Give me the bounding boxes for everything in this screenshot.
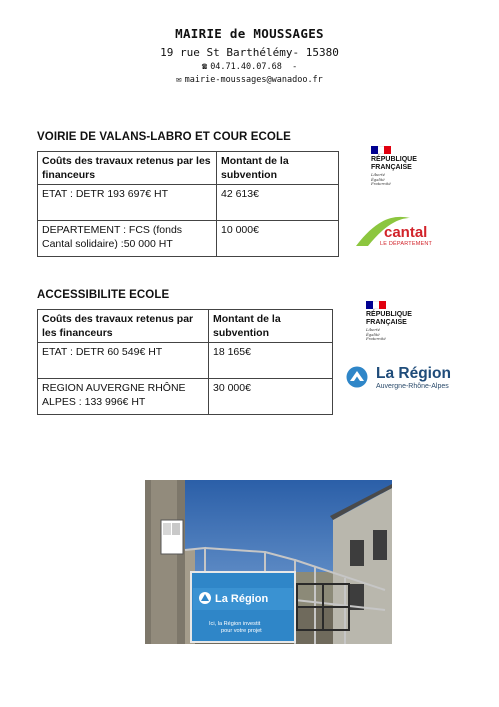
french-flag-icon	[366, 301, 386, 309]
cantal-wordmark: cantal	[384, 224, 428, 241]
sign-line2: pour votre projet	[221, 628, 262, 634]
row-amount: 30 000€	[209, 379, 333, 415]
section-title-voirie: VOIRIE DE VALANS-LABRO ET COUR ECOLE	[37, 131, 291, 143]
row-cost: REGION AUVERGNE RHÔNE ALPES : 133 996€ HT	[38, 379, 209, 415]
table-header-row	[38, 310, 333, 343]
cantal-departement-logo	[354, 210, 442, 250]
rf-motto	[371, 173, 461, 187]
rf-name-line1: RÉPUBLIQUE	[371, 156, 417, 163]
row-amount: 18 165€	[209, 343, 333, 379]
la-region-logo	[346, 364, 476, 394]
republique-francaise-logo	[366, 301, 456, 342]
accessibilite-table	[37, 309, 333, 415]
rf-motto	[366, 328, 456, 342]
sign-line1: Ici, la Région investit	[209, 621, 261, 627]
email-line	[0, 75, 499, 85]
section-title-accessibilite: ACCESSIBILITE ECOLE	[37, 289, 170, 301]
table-row	[38, 343, 333, 379]
region-wordmark: La Région	[376, 365, 451, 382]
table-row	[38, 185, 339, 221]
header-amount: Montant de la subvention	[209, 310, 333, 343]
republique-francaise-logo	[371, 146, 461, 187]
rf-motto-3: Fraternité	[371, 181, 391, 186]
mairie-title: MAIRIE de MOUSSAGES	[175, 26, 324, 41]
mairie-address: 19 rue St Barthélémy- 15380	[160, 46, 339, 59]
row-cost: ETAT : DETR 193 697€ HT	[38, 185, 217, 221]
french-flag-icon	[371, 146, 391, 154]
region-mountain-icon	[346, 366, 368, 388]
row-cost: ETAT : DETR 60 549€ HT	[38, 343, 209, 379]
school-site-photo	[145, 480, 392, 644]
rf-motto-1: Liberté	[366, 327, 381, 332]
row-cost: DEPARTEMENT : FCS (fonds Cantal solidaire) :50 000 HT	[38, 221, 217, 257]
envelope-icon: ✉	[176, 75, 182, 85]
phone-number: 04.71.40.07.68	[210, 62, 282, 72]
header-amount: Montant de la subvention	[217, 152, 339, 185]
table-row	[38, 379, 333, 415]
region-subtitle: Auvergne-Rhône-Alpes	[376, 383, 449, 390]
phone-icon: ☎	[201, 62, 208, 72]
rf-motto-2: Égalité	[371, 176, 385, 182]
phone-suffix: -	[292, 62, 298, 72]
row-amount: 10 000€	[217, 221, 339, 257]
cantal-subtitle: LE DÉPARTEMENT	[380, 241, 433, 247]
header-cost: Coûts des travaux retenus par les financeurs	[38, 152, 217, 185]
rf-motto-3: Fraternité	[366, 336, 386, 341]
rf-name-line2: FRANÇAISE	[371, 164, 412, 171]
phone-line	[0, 62, 499, 72]
email-address: mairie-moussages@wanadoo.fr	[184, 75, 323, 85]
rf-motto-2: Égalité	[366, 331, 380, 337]
row-amount: 42 613€	[217, 185, 339, 221]
letterhead	[0, 26, 499, 85]
rf-motto-1: Liberté	[371, 172, 386, 177]
rf-name-line2: FRANÇAISE	[366, 319, 407, 326]
sign-title: La Région	[215, 593, 269, 605]
voirie-table	[37, 151, 339, 257]
photo-scene	[145, 480, 392, 644]
table-header-row	[38, 152, 339, 185]
header-cost: Coûts des travaux retenus par les financeurs	[38, 310, 209, 343]
rf-name-line1: RÉPUBLIQUE	[366, 311, 412, 318]
table-row	[38, 221, 339, 257]
